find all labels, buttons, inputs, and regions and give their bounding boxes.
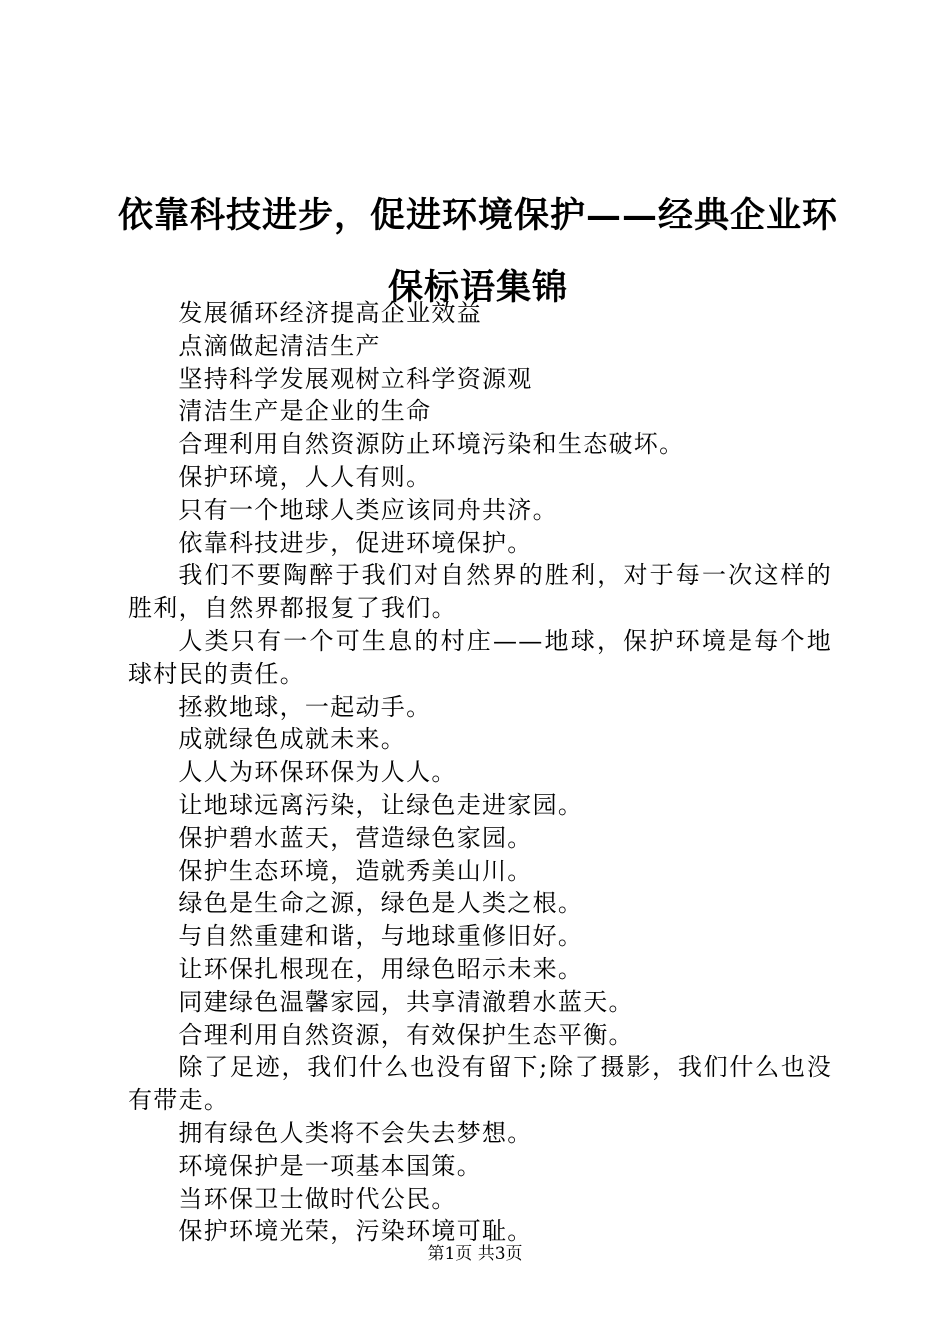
slogan-paragraph: 只有一个地球人类应该同舟共济。: [178, 495, 558, 524]
slogan-paragraph: 保护环境，人人有则。: [178, 462, 432, 491]
document-body: [128, 297, 832, 1248]
slogan-paragraph: 同建绿色温馨家园，共享清澈碧水蓝天。: [178, 987, 634, 1016]
slogan-paragraph: 绿色是生命之源，绿色是人类之根。: [178, 889, 584, 918]
slogan-paragraph: 环境保护是一项基本国策。: [178, 1151, 482, 1180]
slogan-paragraph: 让地球远离污染，让绿色走进家园。: [178, 790, 584, 819]
slogan-paragraph: 人人为环保环保为人人。: [178, 758, 457, 787]
slogan-paragraph: 人类只有一个可生息的村庄——地球，保护环境是每个地球村民的责任。: [128, 626, 832, 688]
slogan-paragraph: 保护碧水蓝天，营造绿色家园。: [178, 823, 533, 852]
slogan-paragraph: 依靠科技进步，促进环境保护。: [178, 528, 533, 557]
slogan-paragraph: 除了足迹，我们什么也没有留下;除了摄影，我们什么也没有带走。: [128, 1053, 832, 1115]
slogan-paragraph: 当环保卫士做时代公民。: [178, 1184, 457, 1213]
slogan-paragraph: 成就绿色成就未来。: [178, 725, 407, 754]
slogan-paragraph: 发展循环经济提高企业效益: [178, 299, 482, 327]
slogan-paragraph: 与自然重建和谐，与地球重修旧好。: [178, 922, 584, 951]
slogan-paragraph: 拯救地球，一起动手。: [178, 692, 432, 721]
slogan-paragraph: 我们不要陶醉于我们对自然界的胜利，对于每一次这样的胜利，自然界都报复了我们。: [128, 561, 832, 623]
slogan-paragraph: 合理利用自然资源，有效保护生态平衡。: [178, 1020, 634, 1049]
slogan-paragraph: 让环保扎根现在，用绿色昭示未来。: [178, 954, 584, 983]
slogan-paragraph: 合理利用自然资源防止环境污染和生态破坏。: [178, 430, 685, 459]
slogan-paragraph: 清洁生产是企业的生命: [178, 397, 432, 426]
slogan-paragraph: 拥有绿色人类将不会失去梦想。: [178, 1118, 533, 1147]
slogan-paragraph: 点滴做起清洁生产: [178, 331, 381, 360]
slogan-paragraph: 坚持科学发展观树立科学资源观: [178, 364, 533, 393]
slogan-paragraph: 保护生态环境，造就秀美山川。: [178, 856, 533, 885]
document-title: 依靠科技进步，促进环境保护——经典企业环保标语集锦: [118, 195, 839, 308]
slogan-paragraph: 保护环境光荣，污染环境可耻。: [178, 1217, 533, 1246]
page-number-footer: 第1页 共3页: [427, 1244, 523, 1264]
